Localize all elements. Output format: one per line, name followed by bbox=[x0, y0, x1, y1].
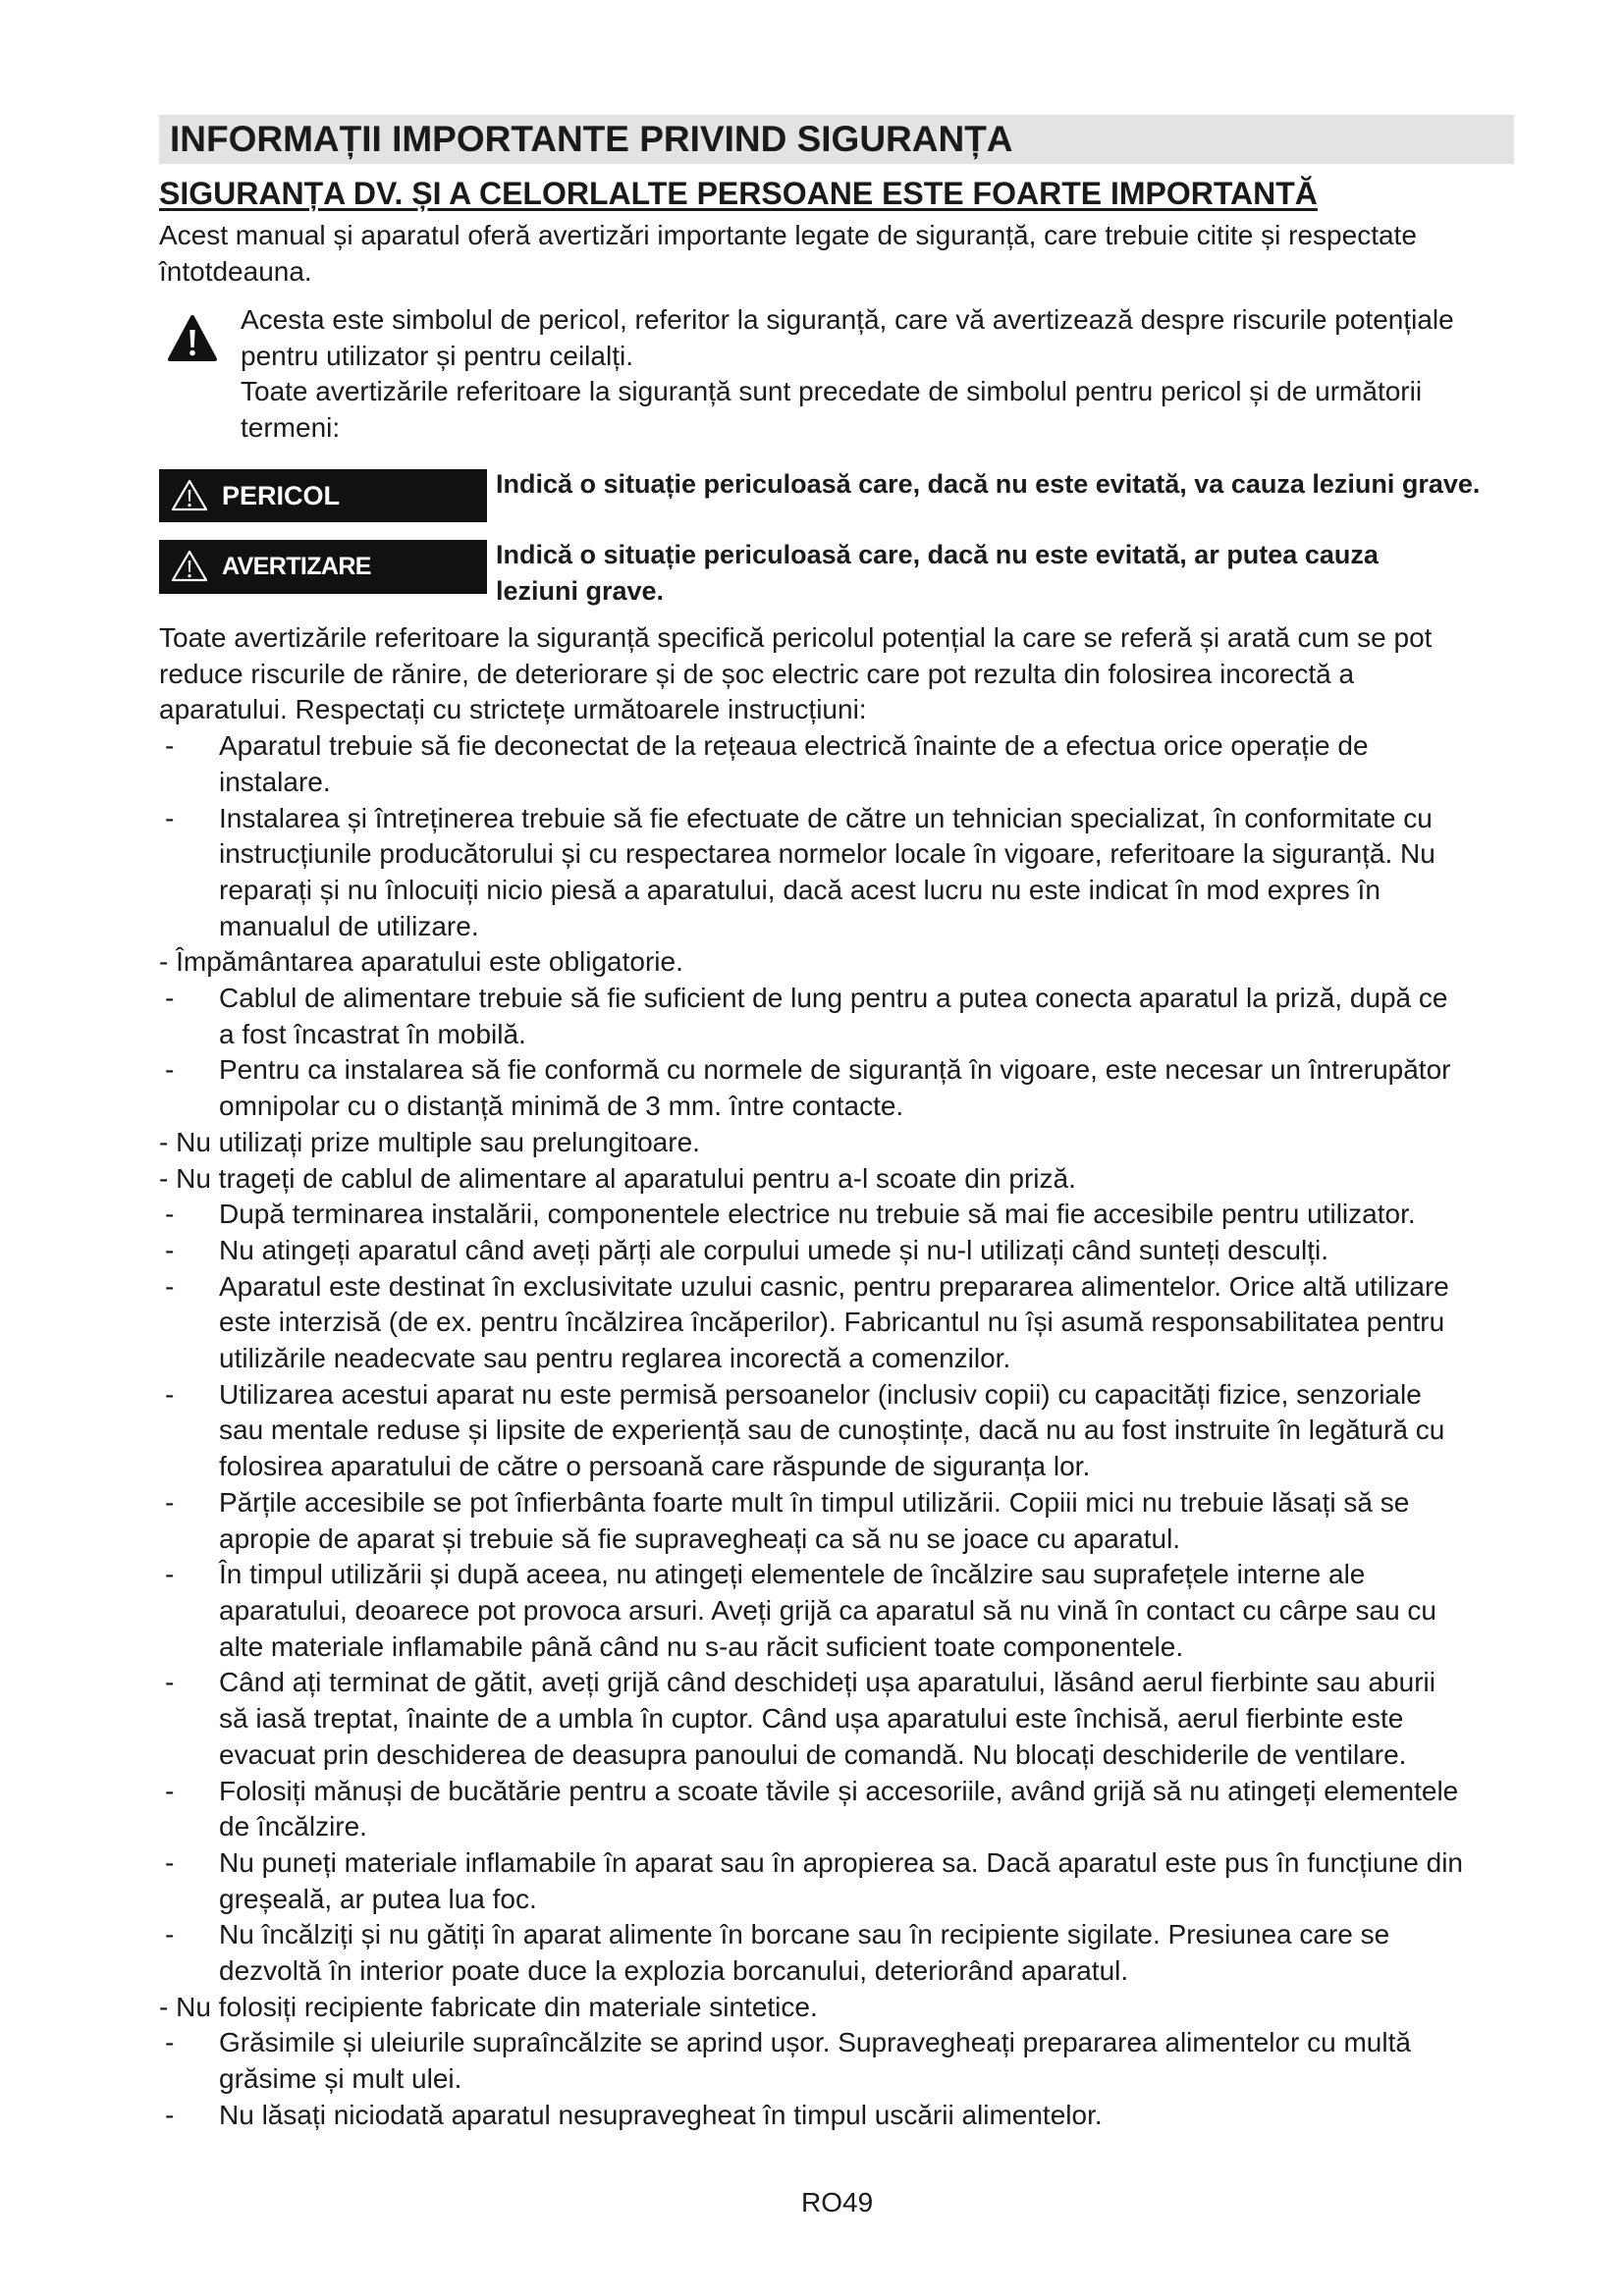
text-line: Acest manual și aparatul oferă avertizări importante legate de siguranță, care trebuie citite și respectate bbox=[159, 220, 1417, 250]
text-line: - Împământarea aparatului este obligatorie. bbox=[159, 946, 683, 978]
list-item bbox=[159, 1774, 1553, 1845]
text-line: Acesta este simbolul de pericol, referitor la siguranță, care vă avertizează despre riscurile potențiale bbox=[241, 304, 1454, 335]
list-item-dash: - bbox=[165, 1846, 175, 1878]
exclamation-bar bbox=[189, 490, 191, 502]
list-item-dash: - bbox=[165, 1054, 175, 1086]
text-line: Instalarea și întreținerea trebuie să fie efectuate de către un tehnician specializat, în conformitate cu bbox=[219, 802, 1433, 833]
list-item-dash: - bbox=[165, 730, 175, 762]
text-line: Utilizarea acestui aparat nu este permisă persoanelor (inclusiv copii) cu capacități fizice, senzoriale bbox=[219, 1378, 1422, 1410]
list-item bbox=[159, 1377, 1553, 1485]
list-item bbox=[159, 944, 1553, 981]
list-item bbox=[159, 1197, 1553, 1233]
text-line: a fost încastrat în mobilă. bbox=[219, 1018, 526, 1049]
safety-instructions-section bbox=[159, 620, 1553, 2134]
list-item-dash: - bbox=[165, 1234, 175, 1265]
text-line: După terminarea instalării, componentele electrice nu trebuie să mai fie accesibile pentru utilizator. bbox=[219, 1199, 1416, 1230]
list-item bbox=[159, 1665, 1553, 1773]
text-line: Nu lăsați niciodată aparatul nesupravegheat în timpul uscării alimentelor. bbox=[219, 2099, 1103, 2130]
intro-paragraph bbox=[159, 218, 1553, 290]
list-item bbox=[159, 801, 1553, 945]
text-line: instalare. bbox=[219, 766, 331, 797]
signal-word-label: AVERTIZARE bbox=[222, 553, 371, 580]
text-line: greșeală, ar putea lua foc. bbox=[219, 1883, 537, 1914]
instructions-list bbox=[159, 728, 1553, 2133]
list-item bbox=[159, 1125, 1553, 1161]
list-item bbox=[159, 1233, 1553, 1269]
text-line: - Nu folosiți recipiente fabricate din materiale sintetice. bbox=[159, 1991, 818, 2022]
exclamation-dot bbox=[189, 350, 195, 356]
text-line: leziuni grave. bbox=[496, 575, 665, 606]
text-line: Indică o situație periculoasă care, dacă nu este evitată, ar putea cauza bbox=[496, 540, 1379, 569]
text-line: - Nu utilizați prize multiple sau prelungitoare. bbox=[159, 1126, 700, 1157]
page-title: INFORMAȚII IMPORTANTE PRIVIND SIGURANȚA bbox=[170, 119, 1013, 159]
text-line: să iasă treptat, înainte de a umbla în cuptor. Când ușa aparatului este închisă, aerul fierbinte este bbox=[219, 1703, 1404, 1735]
text-line: reparați și nu înlocuiți nicio piesă a aparatului, dacă acest lucru nu este indicat în mod expres în bbox=[219, 874, 1380, 905]
text-line: - Nu trageți de cablul de alimentare al aparatului pentru a-l scoate din priză. bbox=[159, 1162, 1076, 1194]
text-line: omnipolar cu o distanță minimă de 3 mm. între contacte. bbox=[219, 1091, 904, 1122]
exclamation-dot bbox=[188, 574, 190, 577]
list-item bbox=[159, 1845, 1553, 1917]
warning-outline-icon bbox=[170, 549, 209, 583]
text-line: reduce riscurile de rănire, de deteriorare și de șoc electric care pot rezulta din folosirea incorectă a bbox=[159, 658, 1355, 689]
text-line: este interzisă (de ex. pentru încălzirea încăperilor). Fabricantul nu își asumă responsabilitatea pentru bbox=[219, 1307, 1445, 1338]
list-item-dash: - bbox=[165, 2099, 175, 2130]
text-line: Pentru ca instalarea să fie conformă cu normele de siguranță în vigoare, este necesar un întrerupător bbox=[219, 1054, 1451, 1086]
text-line: apropie de aparat și trebuie să fie supravegheați ca să nu se joace cu aparatul. bbox=[219, 1522, 1181, 1554]
list-item bbox=[159, 1052, 1553, 1124]
text-line: Nu puneți materiale inflamabile în aparat sau în apropierea sa. Dacă aparatul este pus în funcțiune din bbox=[219, 1846, 1463, 1878]
warning-outline-icon bbox=[170, 478, 209, 512]
list-item-dash: - bbox=[165, 2027, 175, 2058]
text-line: Indică o situație periculoasă care, dacă nu este evitată, va cauza leziuni grave. bbox=[496, 469, 1481, 499]
safety-paragraph bbox=[159, 620, 1553, 728]
text-line: termeni: bbox=[241, 412, 341, 444]
signal-word-avertizare-badge bbox=[159, 540, 487, 594]
text-line: Grăsimile și uleiurile supraîncălzite se aprind ușor. Supravegheați prepararea alimentelor cu multă bbox=[219, 2027, 1411, 2058]
list-item-dash: - bbox=[165, 802, 175, 833]
list-item-dash: - bbox=[165, 1378, 175, 1410]
text-line: Părțile accesibile se pot înfierbânta foarte mult în timpul utilizării. Copiii mici nu trebuie lăsați să se bbox=[219, 1486, 1410, 1518]
list-item-dash: - bbox=[165, 1667, 175, 1698]
list-item bbox=[159, 1269, 1553, 1377]
text-line: aparatului, deoarece pot provoca arsuri. Aveți grijă ca aparatul să nu vină în contact cu cârpe sau cu bbox=[219, 1594, 1436, 1626]
list-item-dash: - bbox=[165, 1559, 175, 1590]
section-subtitle: SIGURANȚA DV. ȘI A CELORLALTE PERSOANE ESTE FOARTE IMPORTANTĂ bbox=[159, 176, 1318, 211]
text-line: întotdeauna. bbox=[159, 255, 312, 287]
text-line: Aparatul trebuie să fie deconectat de la rețeaua electrică înainte de a efectua orice operație de bbox=[219, 730, 1369, 762]
list-item-dash: - bbox=[165, 1486, 175, 1518]
list-item bbox=[159, 1990, 1553, 2026]
text-line: În timpul utilizării și după aceea, nu atingeți elementele de încălzire sau suprafețele interne ale bbox=[219, 1559, 1366, 1590]
text-line: Aparatul este destinat în exclusivitate uzului casnic, pentru prepararea alimentelor. Orice altă utilizare bbox=[219, 1270, 1449, 1302]
text-line: grăsime și mult ulei. bbox=[219, 2063, 462, 2095]
list-item-dash: - bbox=[165, 1270, 175, 1302]
text-line: Cablul de alimentare trebuie să fie suficient de lung pentru a putea conecta aparatul la priză, după ce bbox=[219, 983, 1448, 1014]
text-line: Nu încălziți și nu gătiți în aparat alimente în borcane sau în recipiente sigilate. Presiunea care se bbox=[219, 1919, 1390, 1950]
text-line: Toate avertizările referitoare la siguranță sunt precedate de simbolul pentru pericol și de următorii bbox=[241, 376, 1423, 407]
text-line: alte materiale inflamabile până când nu s-au răcit suficient toate componentele. bbox=[219, 1630, 1184, 1662]
text-line: Nu atingeți aparatul când aveți părți ale corpului umede și nu-l utilizați când sunteți desculți. bbox=[219, 1234, 1328, 1265]
text-line: instrucțiunile producătorului și cu respectarea normelor locale în vigoare, referitoare la siguranță. Nu bbox=[219, 838, 1435, 870]
symbol-explanation bbox=[241, 302, 1556, 447]
list-item bbox=[159, 2025, 1553, 2097]
list-item bbox=[159, 728, 1553, 800]
exclamation-bar bbox=[189, 561, 191, 572]
text-line: Când ați terminat de gătit, aveți grijă când deschideți ușa aparatului, lăsând aerul fierbinte sau aburii bbox=[219, 1667, 1435, 1698]
list-item bbox=[159, 2098, 1553, 2134]
list-item bbox=[159, 1161, 1553, 1198]
signal-word-pericol-badge bbox=[159, 469, 487, 522]
text-line: evacuat prin deschiderea de deasupra panoului de comandă. Nu blocați deschiderile de ventilare. bbox=[219, 1738, 1407, 1770]
text-line: dezvoltă în interior poate duce la explozia borcanului, deteriorând aparatul. bbox=[219, 1955, 1129, 1987]
list-item-dash: - bbox=[165, 1199, 175, 1230]
text-line: utilizările neadecvate sau pentru reglarea incorectă a comenzilor. bbox=[219, 1343, 1011, 1374]
text-line: de încălzire. bbox=[219, 1811, 367, 1842]
list-item bbox=[159, 981, 1553, 1052]
page-number: RO49 bbox=[801, 2187, 874, 2217]
title-bar bbox=[159, 115, 1514, 164]
list-item-dash: - bbox=[165, 983, 175, 1014]
text-line: aparatului. Respectați cu strictețe următoarele instrucțiuni: bbox=[159, 694, 867, 725]
text-line: manualul de utilizare. bbox=[219, 910, 479, 941]
signal-word-description bbox=[496, 466, 1576, 503]
text-line: Toate avertizările referitoare la siguranță specifică pericolul potențial la care se referă și arată cum se pot bbox=[159, 622, 1433, 653]
list-item bbox=[159, 1557, 1553, 1665]
list-item-dash: - bbox=[165, 1775, 175, 1806]
text-line: folosirea aparatului de către o persoană care răspunde de siguranța lor. bbox=[219, 1451, 1091, 1482]
text-line: pentru utilizator și pentru ceilalți. bbox=[241, 340, 633, 371]
danger-triangle-icon bbox=[167, 314, 218, 363]
exclamation-dot bbox=[188, 504, 190, 507]
list-item-dash: - bbox=[165, 1919, 175, 1950]
signal-word-description bbox=[496, 537, 1576, 609]
text-line: sau mentale reduse și lipsite de experiență sau de cunoștințe, dacă nu au fost instruite în legătură cu bbox=[219, 1415, 1445, 1446]
list-item bbox=[159, 1485, 1553, 1557]
signal-word-label: PERICOL bbox=[222, 481, 341, 510]
text-line: Folosiți mănuși de bucătărie pentru a scoate tăvile și accesoriile, având grijă să nu atingeți elementele bbox=[219, 1775, 1459, 1806]
list-item bbox=[159, 1917, 1553, 1989]
